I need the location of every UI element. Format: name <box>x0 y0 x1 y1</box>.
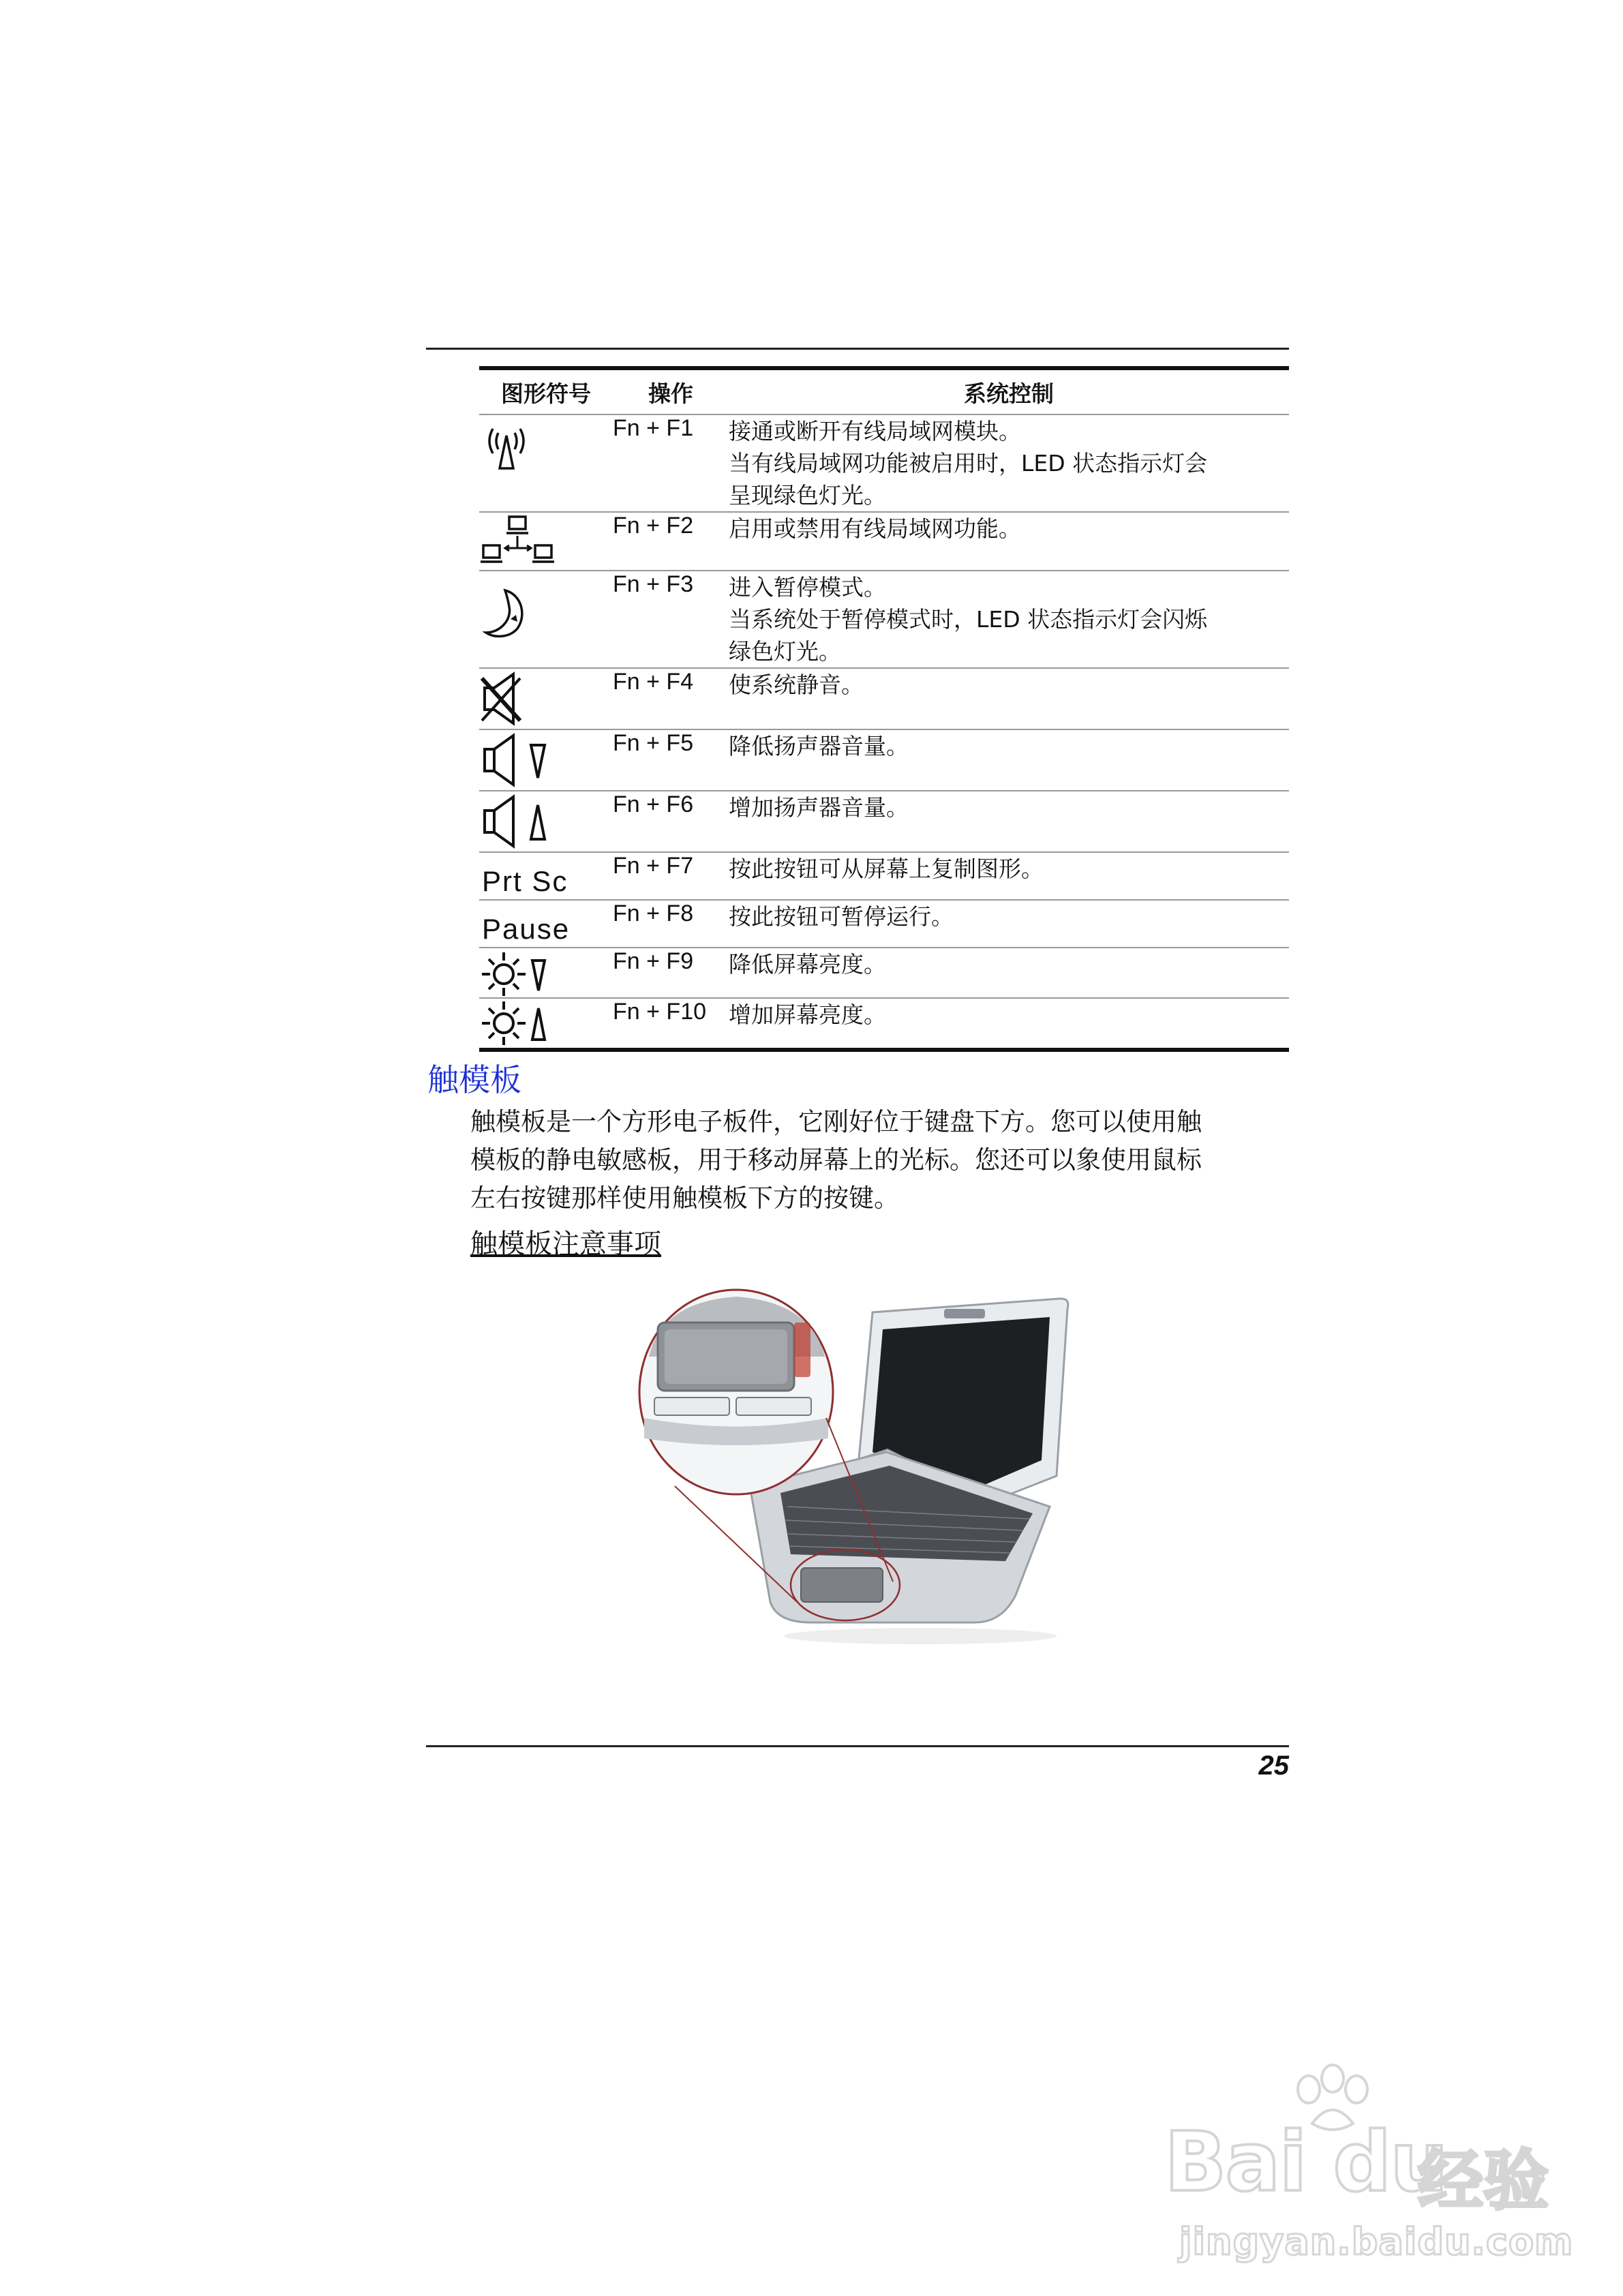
section-title: 触模板 <box>427 1061 521 1098</box>
laptop-touchpad-illustration <box>634 1282 1070 1650</box>
description-cell <box>729 414 1289 512</box>
description-line: 当系统处于暂停模式时，LED 状态指示灯会闪烁 <box>729 606 1208 633</box>
table-row <box>479 791 1289 852</box>
table-row <box>479 414 1289 512</box>
operation-cell: Fn + F5 <box>613 729 729 791</box>
table-row <box>479 998 1289 1050</box>
wireless-antenna-icon <box>479 415 541 483</box>
table-row <box>479 948 1289 998</box>
description-cell <box>729 948 1289 998</box>
operation-cell: Fn + F6 <box>613 791 729 852</box>
description-line: 增加屏幕亮度。 <box>729 1001 886 1028</box>
description-line: 接通或断开有线局域网模块。 <box>729 418 1021 444</box>
operation-cell: Fn + F4 <box>613 668 729 729</box>
description-line: 降低扬声器音量。 <box>729 733 909 759</box>
symbol-cell <box>479 729 613 791</box>
description-cell <box>729 729 1289 791</box>
table-row <box>479 571 1289 668</box>
symbol-cell <box>479 791 613 852</box>
description-line: 绿色灯光。 <box>729 638 841 665</box>
brightness-up-icon <box>479 999 554 1048</box>
table-row <box>479 729 1289 791</box>
operation-cell: Fn + F3 <box>613 571 729 668</box>
description-cell <box>729 791 1289 852</box>
description-line: 增加扬声器音量。 <box>729 794 909 821</box>
description-line: 进入暂停模式。 <box>729 574 886 601</box>
symbol-cell <box>479 571 613 668</box>
operation-cell: Fn + F9 <box>613 948 729 998</box>
watermark <box>1152 2062 1574 2267</box>
header-symbol: 图形符号 <box>479 370 613 414</box>
brightness-down-icon <box>479 948 554 997</box>
description-cell <box>729 852 1289 900</box>
description-cell <box>729 998 1289 1050</box>
paragraph-line: 触模板是一个方形电子板件，它刚好位于键盘下方。您可以使用触 <box>470 1107 1202 1136</box>
header-control: 系统控制 <box>729 370 1289 414</box>
table-row <box>479 852 1289 900</box>
description-cell <box>729 900 1289 948</box>
description-cell <box>729 668 1289 729</box>
description-cell <box>729 512 1289 571</box>
section-paragraph <box>470 1103 1288 1218</box>
symbol-cell <box>479 512 613 571</box>
table-row <box>479 512 1289 571</box>
operation-cell: Fn + F8 <box>613 900 729 948</box>
paragraph-line: 模板的静电敏感板，用于移动屏幕上的光标。您还可以象使用鼠标 <box>470 1145 1202 1175</box>
description-line: 降低屏幕亮度。 <box>729 951 886 978</box>
description-line: 使系统静音。 <box>729 671 864 698</box>
description-cell <box>729 571 1289 668</box>
symbol-text: Pause <box>482 913 571 945</box>
subheading: 触模板注意事项 <box>470 1228 661 1260</box>
symbol-text: Prt Sc <box>482 865 568 897</box>
symbol-cell <box>479 668 613 729</box>
table-row <box>479 900 1289 948</box>
watermark-url: jingyan.baidu.com <box>1179 2220 1574 2263</box>
table-row <box>479 668 1289 729</box>
operation-cell: Fn + F7 <box>613 852 729 900</box>
moon-sleep-icon <box>479 571 541 646</box>
paragraph-line: 左右按键那样使用触模板下方的按键。 <box>470 1183 899 1213</box>
description-line: 按此按钮可暂停运行。 <box>729 903 954 930</box>
symbol-cell <box>479 948 613 998</box>
watermark-label: 经验 <box>1418 2143 1549 2219</box>
speaker-mute-icon <box>479 669 534 729</box>
symbol-cell <box>479 852 613 900</box>
footer-rule <box>426 1745 1289 1747</box>
speaker-volume-up-icon <box>479 791 554 851</box>
watermark-brand: Bai du <box>1164 2115 1447 2210</box>
symbol-cell <box>479 998 613 1050</box>
header-rule <box>426 348 1289 350</box>
description-line: 启用或禁用有线局域网功能。 <box>729 515 1021 542</box>
network-computers-icon <box>479 513 561 570</box>
speaker-volume-down-icon <box>479 730 554 790</box>
operation-cell: Fn + F2 <box>613 512 729 571</box>
symbol-cell <box>479 414 613 512</box>
description-line: 当有线局域网功能被启用时，LED 状态指示灯会 <box>729 450 1208 477</box>
description-line: 呈现绿色灯光。 <box>729 482 886 509</box>
operation-cell: Fn + F1 <box>613 414 729 512</box>
symbol-cell <box>479 900 613 948</box>
page-number: 25 <box>1258 1751 1289 1781</box>
description-line: 按此按钮可从屏幕上复制图形。 <box>729 856 1044 882</box>
function-key-table <box>479 366 1289 1052</box>
operation-cell: Fn + F10 <box>613 998 729 1050</box>
header-operation: 操作 <box>613 370 729 414</box>
